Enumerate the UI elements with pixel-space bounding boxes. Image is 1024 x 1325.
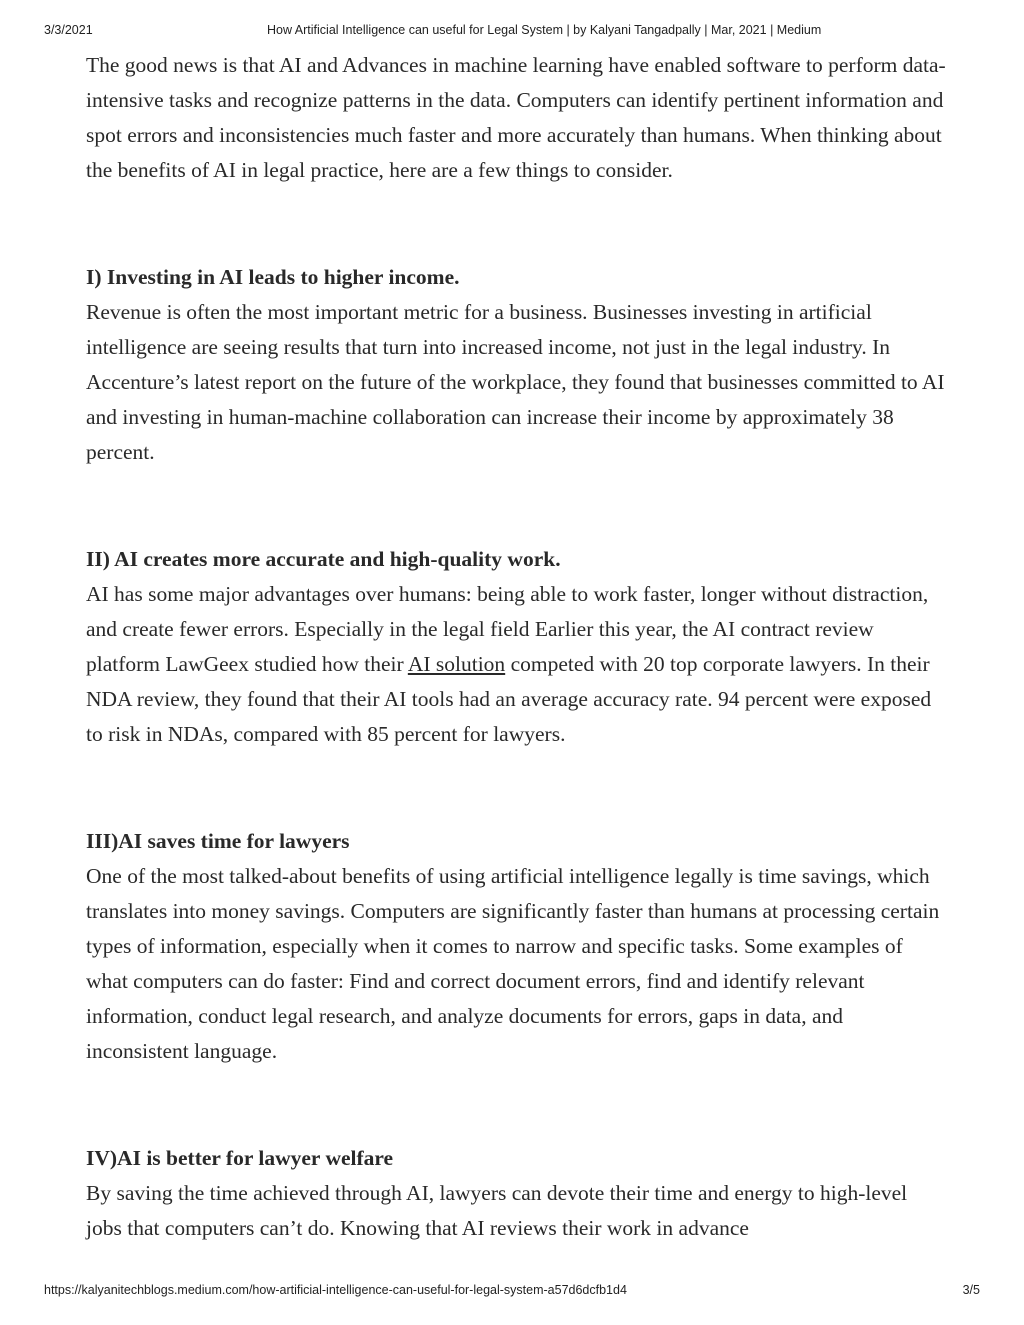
ai-solution-link[interactable]: AI solution xyxy=(407,652,506,676)
section-heading: I) Investing in AI leads to higher income. xyxy=(86,265,460,289)
section-paragraph: One of the most talked-about benefits of using artificial intelligence legally is time savings, which translates into money savings. Computers are significantly faster than humans at processing certain types of information, especially when it comes to narrow and specific tasks. Some examples of what computers can do faster: Find and correct document errors, find and identify relevant information, conduct legal research, and analyze documents for errors, gaps in data, and inconsistent language. xyxy=(86,864,940,1063)
page-number: 3/5 xyxy=(962,1283,980,1297)
section-accuracy xyxy=(86,542,946,752)
print-date: 3/3/2021 xyxy=(44,23,93,37)
section-income xyxy=(86,260,946,470)
section-time-savings xyxy=(86,824,946,1069)
print-url: https://kalyanitechblogs.medium.com/how-artificial-intelligence-can-useful-for-legal-system-a57d6dcfb1d4 xyxy=(44,1283,627,1297)
section-paragraph: By saving the time achieved through AI, lawyers can devote their time and energy to high-level jobs that computers can’t do. Knowing that AI reviews their work in advance xyxy=(86,1181,908,1240)
paragraph-text-after-link: competed with 20 top corporate lawyers. In their NDA review, they found that their AI tools had an average accuracy rate. 94 percent were exposed to risk in NDAs, compared with 85 percent for lawyers. xyxy=(86,652,932,746)
section-lawyer-welfare xyxy=(86,1141,946,1246)
section-paragraph xyxy=(86,577,946,752)
print-page-title: How Artificial Intelligence can useful for Legal System | by Kalyani Tangadpally | Mar, 2021 | Medium xyxy=(267,23,822,37)
print-header xyxy=(0,23,1024,41)
print-footer xyxy=(0,1283,1024,1301)
section-heading: III)AI saves time for lawyers xyxy=(86,829,350,853)
paragraph-text-before-link: AI has some major advantages over humans: being able to work faster, longer without distraction, and create fewer errors. Especially in the legal field Earlier this year, the AI contract review platform LawGeex studied how their xyxy=(86,582,929,676)
section-paragraph: Revenue is often the most important metric for a business. Businesses investing in artificial intelligence are seeing results that turn into increased income, not just in the legal industry. In Accenture’s latest report on the future of the workplace, they found that businesses committed to AI and investing in human-machine collaboration can increase their income by approximately 38 percent. xyxy=(86,300,945,464)
article-body xyxy=(86,48,946,1246)
section-heading: II) AI creates more accurate and high-quality work. xyxy=(86,547,561,571)
section-heading: IV)AI is better for lawyer welfare xyxy=(86,1146,394,1170)
intro-paragraph: The good news is that AI and Advances in machine learning have enabled software to perform data-intensive tasks and recognize patterns in the data. Computers can identify pertinent information and spot errors and inconsistencies much faster and more accurately than humans. When thinking about the benefits of AI in legal practice, here are a few things to consider. xyxy=(86,53,946,182)
